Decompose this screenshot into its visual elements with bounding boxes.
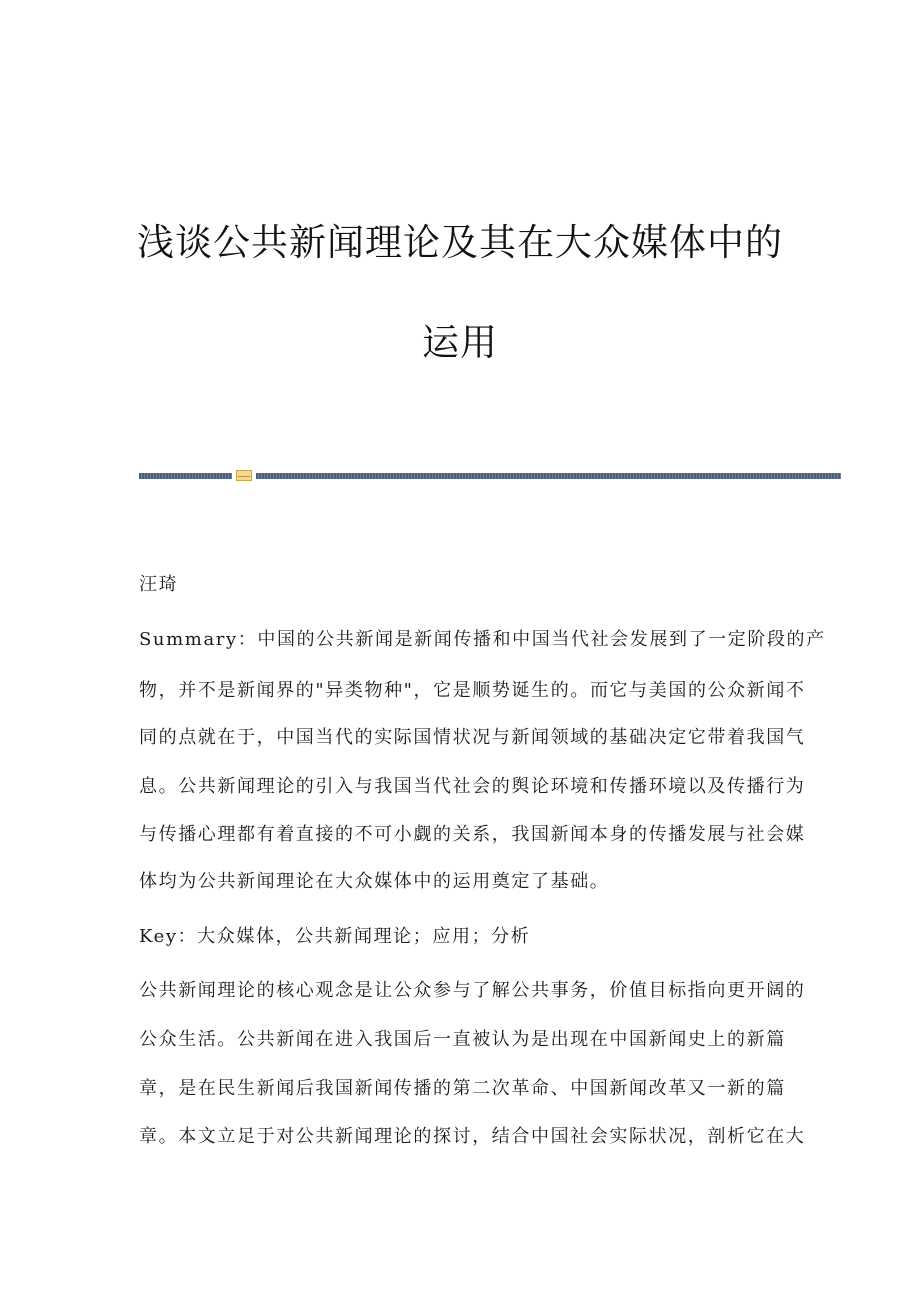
body-line: 章。本文立足于对公共新闻理论的探讨，结合中国社会实际状况，剖析它在大 (139, 1126, 806, 1147)
document-title-line-1: 浅谈公共新闻理论及其在大众媒体中的 (137, 221, 783, 264)
author-name: 汪琦 (139, 574, 179, 595)
summary-line: 同的点就在于，中国当代的实际国情状况与新闻领域的基础决定它带着我国气 (139, 727, 806, 748)
divider-bar-left (139, 473, 232, 479)
document-title-line-2: 运用 (422, 321, 498, 364)
summary-line: 与传播心理都有着直接的不可小觑的关系，我国新闻本身的传播发展与社会媒 (139, 824, 806, 845)
summary-line: 息。公共新闻理论的引入与我国当代社会的舆论环境和传播环境以及传播行为 (139, 776, 806, 797)
body-line: 公众生活。公共新闻在进入我国后一直被认为是出现在中国新闻史上的新篇 (139, 1029, 786, 1050)
summary-line: Summary：中国的公共新闻是新闻传播和中国当代社会发展到了一定阶段的产 (139, 629, 826, 650)
keywords: Key：大众媒体，公共新闻理论；应用；分析 (139, 926, 531, 947)
divider-bar-right (256, 473, 841, 479)
body-line: 公共新闻理论的核心观念是让公众参与了解公共事务，价值目标指向更开阔的 (139, 980, 806, 1001)
summary-line: 体均为公共新闻理论在大众媒体中的运用奠定了基础。 (139, 871, 610, 892)
body-line: 章，是在民生新闻后我国新闻传播的第二次革命、中国新闻改革又一新的篇 (139, 1078, 786, 1099)
title-divider (139, 470, 841, 481)
envelope-icon (236, 470, 252, 481)
summary-line: 物，并不是新闻界的"异类物种"，它是顺势诞生的。而它与美国的公众新闻不 (139, 680, 806, 701)
